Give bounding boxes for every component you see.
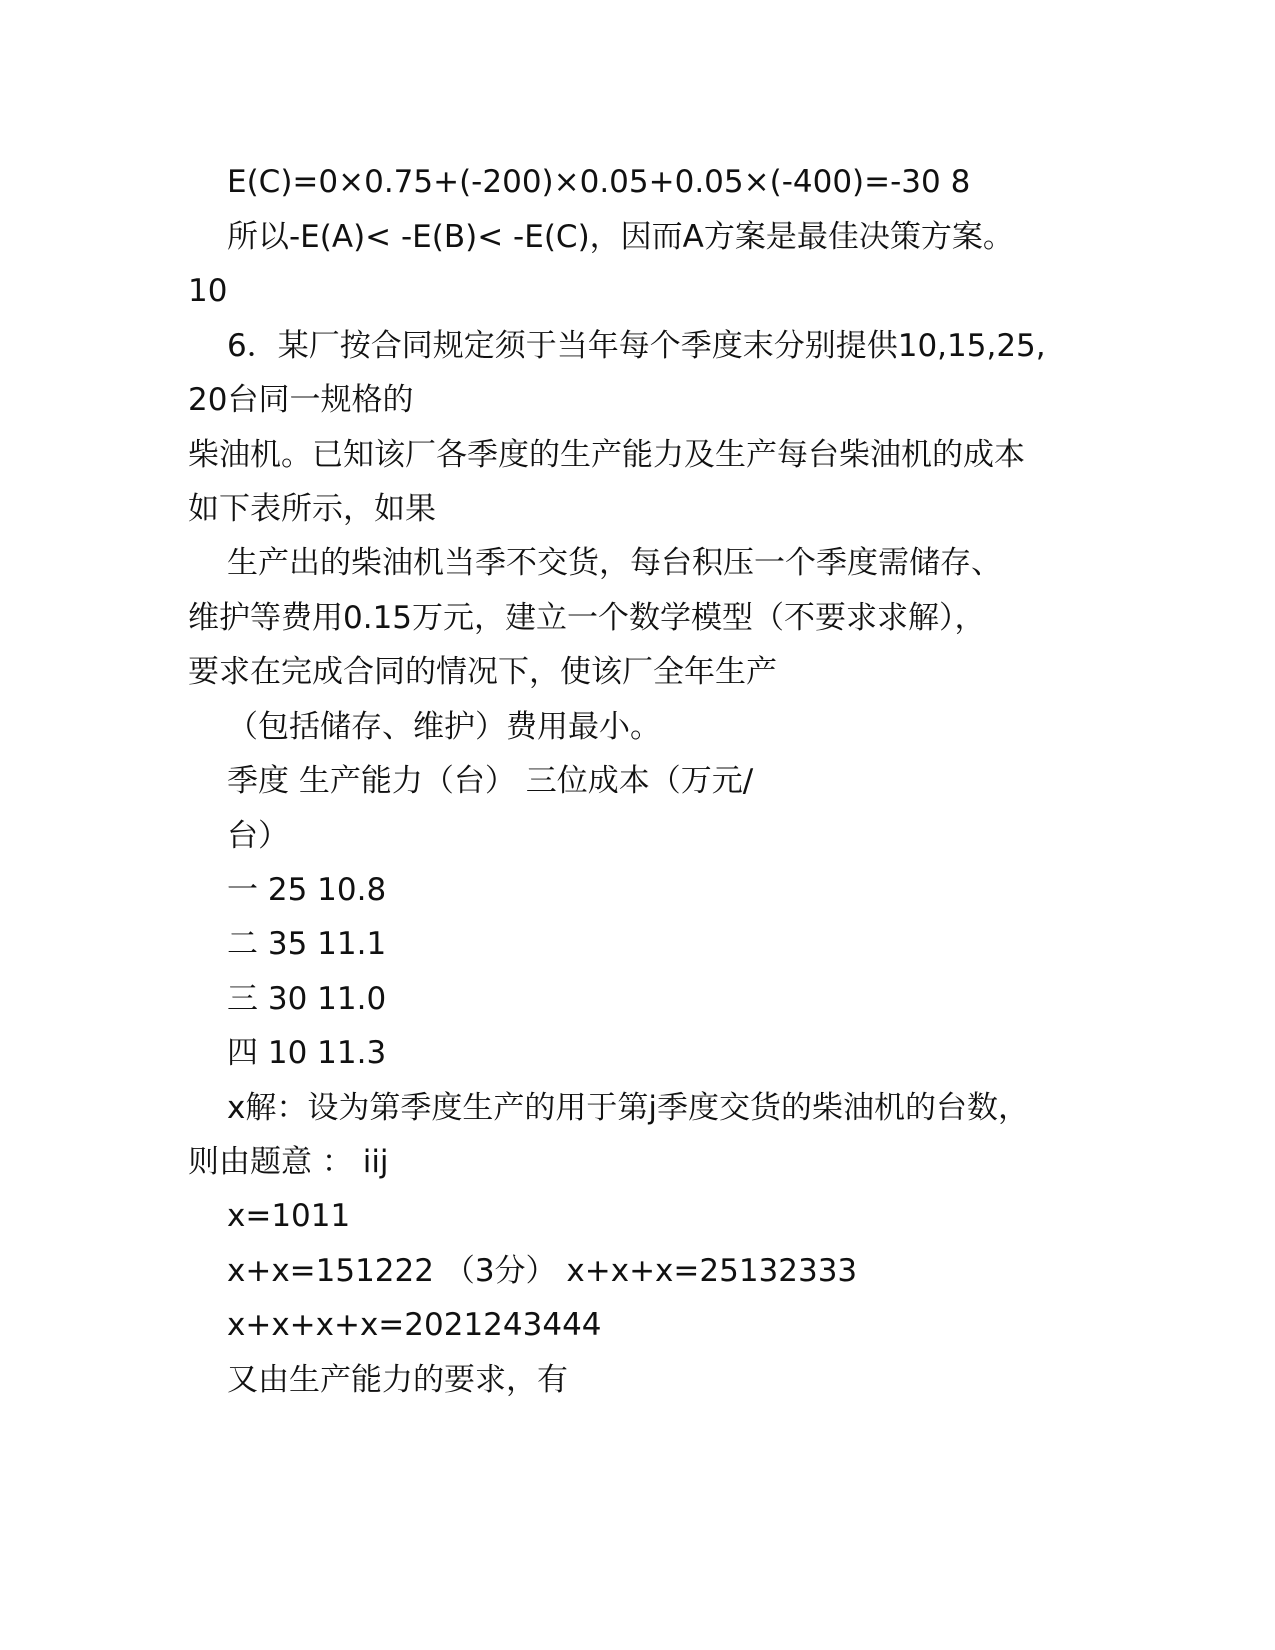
solution-line-2: 则由题意 ： iij xyxy=(188,1144,389,1180)
table-header-line-2: 台） xyxy=(227,818,289,854)
equation-line-1: x=1011 xyxy=(227,1198,351,1234)
solution-line-3: 又由生产能力的要求，有 xyxy=(227,1362,568,1398)
table-row: 一 25 10.8 xyxy=(227,872,387,908)
conclusion-line: 所以-E(A)< -E(B)< -E(C)，因而A方案是最佳决策方案。 xyxy=(227,219,1014,255)
problem-6-line-5: 生产出的柴油机当季不交货，每台积压一个季度需储存、 xyxy=(227,545,1002,581)
problem-6-line-6: 维护等费用0.15万元，建立一个数学模型（不要求求解）， xyxy=(188,600,986,636)
problem-6-line-2: 20台同一规格的 xyxy=(188,382,414,418)
table-header-line-1: 季度 生产能力（台） 三位成本（万元/ xyxy=(227,763,754,799)
table-row: 三 30 11.0 xyxy=(227,981,387,1017)
equation-line-2: x+x=151222 （3分） x+x+x=25132333 xyxy=(227,1253,858,1289)
solution-line-1: x解：设为第季度生产的用于第j季度交货的柴油机的台数， xyxy=(227,1090,1029,1126)
page-number: 10 xyxy=(188,273,228,309)
formula-line-ec: E(C)=0×0.75+(-200)×0.05+0.05×(-400)=-30 8 xyxy=(227,164,971,200)
equation-line-3: x+x+x+x=2021243444 xyxy=(227,1307,602,1343)
problem-6-line-7: 要求在完成合同的情况下，使该厂全年生产 xyxy=(188,654,777,690)
table-row: 四 10 11.3 xyxy=(227,1035,387,1071)
table-row: 二 35 11.1 xyxy=(227,926,387,962)
problem-6-line-8: （包括储存、维护）费用最小。 xyxy=(227,709,661,745)
problem-6-line-1: 6．某厂按合同规定须于当年每个季度末分别提供10,15,25, xyxy=(227,328,1046,364)
problem-6-line-3: 柴油机。已知该厂各季度的生产能力及生产每台柴油机的成本 xyxy=(188,437,1025,473)
problem-6-line-4: 如下表所示，如果 xyxy=(188,491,436,527)
